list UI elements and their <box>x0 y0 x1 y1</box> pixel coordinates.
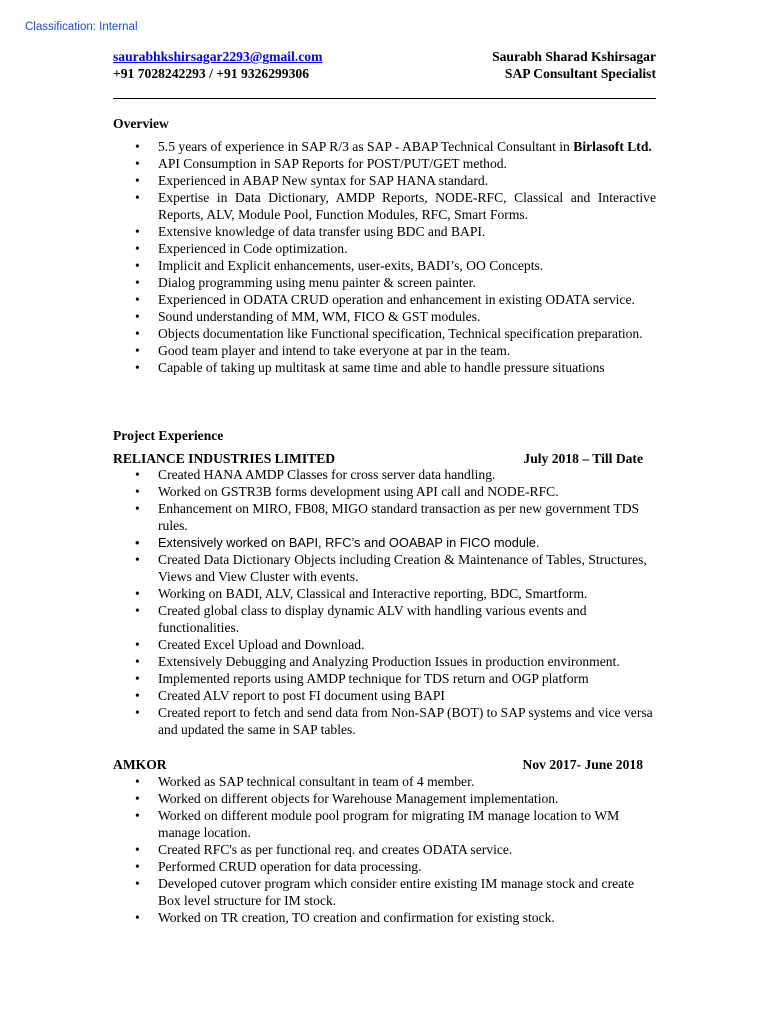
list-item: • Working on BADI, ALV, Classical and Interactive reporting, BDC, Smartform. <box>113 585 656 602</box>
list-item: • Objects documentation like Functional specification, Technical specification preparation. <box>113 325 656 342</box>
amkor-list <box>113 773 656 926</box>
list-item: • Expertise in Data Dictionary, AMDP Reports, NODE-RFC, Classical and Interactive Reports, ALV, Module Pool, Function Modules, RFC, Smart Forms. <box>113 189 656 223</box>
candidate-title: SAP Consultant Specialist <box>504 66 656 81</box>
candidate-name: Saurabh Sharad Kshirsagar <box>492 49 656 64</box>
list-item: • Created HANA AMDP Classes for cross server data handling. <box>113 466 656 483</box>
list-item: • Good team player and intend to take everyone at par in the team. <box>113 342 656 359</box>
project-experience-heading: Project Experience <box>113 428 224 443</box>
list-item: • Enhancement on MIRO, FB08, MIGO standard transaction as per new government TDS rules. <box>113 500 656 534</box>
list-item: • Experienced in ODATA CRUD operation and enhancement in existing ODATA service. <box>113 291 656 308</box>
resume-header <box>113 48 656 99</box>
list-item: • Implemented reports using AMDP technique for TDS return and OGP platform <box>113 670 656 687</box>
list-item: • Experienced in ABAP New syntax for SAP HANA standard. <box>113 172 656 189</box>
list-item: • Extensive knowledge of data transfer using BDC and BAPI. <box>113 223 656 240</box>
list-item: • Developed cutover program which consider entire existing IM manage stock and create Box level structure for IM stock. <box>113 875 656 909</box>
list-item <box>113 138 656 155</box>
list-item: • Worked as SAP technical consultant in team of 4 member. <box>113 773 656 790</box>
list-item: • Worked on TR creation, TO creation and confirmation for existing stock. <box>113 909 656 926</box>
list-item: • Created report to fetch and send data from Non-SAP (BOT) to SAP systems and vice versa and updated the same in SAP tables. <box>113 704 656 738</box>
identity-block <box>492 48 656 82</box>
reliance-dates: July 2018 – Till Date <box>523 451 643 466</box>
list-item: • Experienced in Code optimization. <box>113 240 656 257</box>
list-item: • Sound understanding of MM, WM, FICO & GST modules. <box>113 308 656 325</box>
reliance-company-name: RELIANCE INDUSTRIES LIMITED <box>113 451 336 466</box>
list-item: • Created Excel Upload and Download. <box>113 636 656 653</box>
list-item: • Performed CRUD operation for data processing. <box>113 858 656 875</box>
list-item: • API Consumption in SAP Reports for POST/PUT/GET method. <box>113 155 656 172</box>
list-item: • Worked on different objects for Warehouse Management implementation. <box>113 790 656 807</box>
item-text: 5.5 years of experience in SAP R/3 as SAP - ABAP Technical Consultant in <box>158 139 574 154</box>
classification-label: Classification: Internal <box>25 21 138 33</box>
amkor-dates: Nov 2017- June 2018 <box>522 757 643 772</box>
list-item: • Extensively Debugging and Analyzing Production Issues in production environment. <box>113 653 656 670</box>
amkor-company-row <box>113 756 643 773</box>
overview-heading: Overview <box>113 116 169 131</box>
list-item: • Created ALV report to post FI document using BAPI <box>113 687 656 704</box>
phone-numbers: +91 7028242293 / +91 9326299306 <box>113 66 309 81</box>
contact-block <box>113 48 322 82</box>
list-item: • Created RFC's as per functional req. and creates ODATA service. <box>113 841 656 858</box>
list-item: • Worked on GSTR3B forms development using API call and NODE-RFC. <box>113 483 656 500</box>
list-item: • Worked on different module pool program for migrating IM manage location to WM manage location. <box>113 807 656 841</box>
reliance-company-row <box>113 450 643 467</box>
list-item: • Created Data Dictionary Objects including Creation & Maintenance of Tables, Structures, Views and View Cluster with events. <box>113 551 656 585</box>
list-item: • Extensively worked on BAPI, RFC’s and OOABAP in FICO module. <box>113 534 656 551</box>
amkor-company-name: AMKOR <box>113 757 167 772</box>
list-item: • Dialog programming using menu painter & screen painter. <box>113 274 656 291</box>
company-name: Birlasoft Ltd. <box>573 139 652 154</box>
list-item: • Created global class to display dynamic ALV with handling various events and functionalities. <box>113 602 656 636</box>
list-item: • Implicit and Explicit enhancements, user-exits, BADI’s, OO Concepts. <box>113 257 656 274</box>
reliance-list <box>113 466 656 738</box>
email-link[interactable]: saurabhkshirsagar2293@gmail.com <box>113 49 323 64</box>
overview-list <box>113 138 656 376</box>
list-item: • Capable of taking up multitask at same time and able to handle pressure situations <box>113 359 656 376</box>
